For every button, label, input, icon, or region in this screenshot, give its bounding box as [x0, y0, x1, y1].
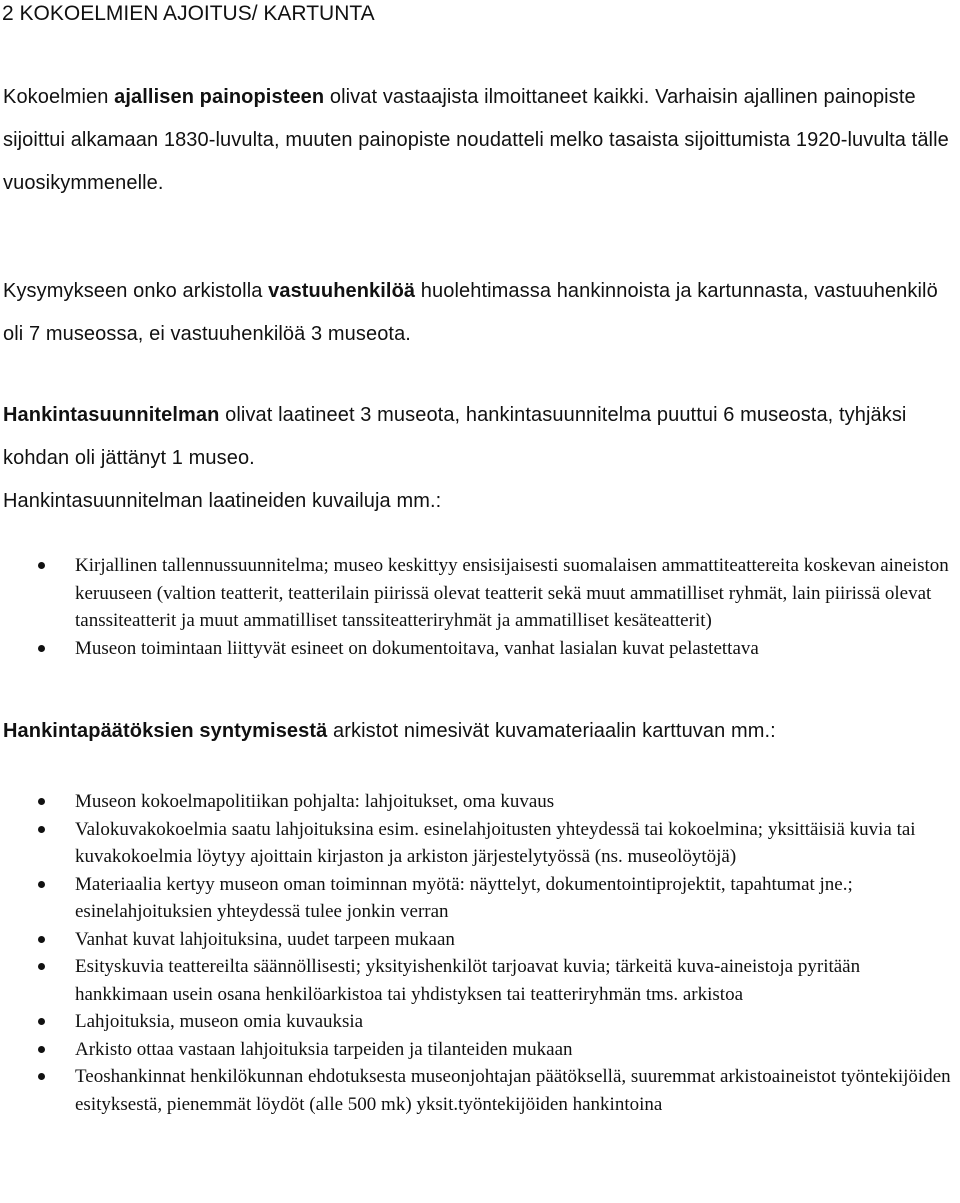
acquisition-plan-list [0, 552, 952, 662]
paragraph-acquisition-plan [3, 394, 952, 523]
page-heading: 2 KOKOELMIEN AJOITUS/ KARTUNTA [2, 2, 375, 25]
bullet-icon [38, 562, 45, 569]
list-item-text: Arkisto ottaa vastaan lahjoituksia tarpeiden ja tilanteiden mukaan [75, 1038, 573, 1060]
bullet-icon [38, 881, 45, 888]
paragraph-text: olivat laatineet 3 museota, hankintasuunnitelma puuttui 6 museosta, tyhjäksi kohdan oli jättänyt 1 museo. [3, 404, 907, 469]
bullet-icon [38, 1046, 45, 1053]
list-item-text: Esityskuvia teattereilta säännöllisesti; yksityishenkilöt tarjoavat kuvia; tärkeitä kuva-aineistoja pyritään hankkimaan usein osana henkilöarkistoa tai yhdistyksen tai teatteriryhmän tms. arkistoa [75, 956, 861, 1005]
list-item [0, 552, 952, 635]
paragraph-acquisition-decisions [3, 710, 952, 753]
bullet-icon [38, 936, 45, 943]
paragraph-text: Kokoelmien [3, 86, 115, 108]
list-item [0, 1063, 952, 1118]
keyword-time-focus: ajallisen painopisteen [114, 86, 325, 108]
list-item-text: Lahjoituksia, museon omia kuvauksia [75, 1011, 364, 1032]
bullet-icon [38, 798, 45, 805]
list-item [0, 871, 952, 926]
bullet-icon [38, 645, 45, 652]
keyword-acquisition-plan: Hankintasuunnitelman [3, 404, 220, 426]
bullet-icon [38, 826, 45, 833]
bullet-icon [38, 963, 45, 970]
paragraph-text: arkistot nimesivät kuvamateriaalin karttuvan mm.: [327, 720, 776, 742]
list-item [0, 816, 952, 871]
keyword-responsible-person: vastuuhenkilöä [268, 280, 416, 302]
list-item-text: Valokuvakokoelmia saatu lahjoituksina esim. esinelahjoitusten yhteydessä tai kokoelmina; yksittäisiä kuvia tai kuvakokoelmia löytyy ajoittain kirjaston ja arkiston järjestelytyössä (ns. museolöytöjä) [75, 818, 916, 867]
paragraph-text: Kysymykseen onko arkistolla [3, 280, 269, 302]
list-item [0, 635, 952, 663]
list-item-text: Museon toimintaan liittyvät esineet on dokumentoitava, vanhat lasialan kuvat pelastettava [75, 637, 759, 659]
list-item [0, 1008, 952, 1036]
list-item-text: Teoshankinnat henkilökunnan ehdotuksesta museonjohtajan päätöksellä, suuremmat arkistoaineistot työntekijöiden esityksestä, pienemmät löydöt (alle 500 mk) yksit.työntekijöiden hankintoina [75, 1066, 951, 1115]
paragraph-text: huolehtimassa hankinnoista ja kartunnasta, vastuuhenkilö oli 7 museossa, ei vastuuhenkilöä 3 museota. [3, 280, 938, 345]
list-item [0, 926, 952, 954]
list-item [0, 1036, 952, 1064]
paragraph-subline: Hankintasuunnitelman laatineiden kuvailuja mm.: [3, 490, 442, 512]
keyword-acquisition-decisions: Hankintapäätöksien syntymisestä [3, 720, 328, 742]
bullet-icon [38, 1073, 45, 1080]
paragraph-responsible-person [3, 270, 952, 356]
paragraph-text: olivat vastaajista ilmoittaneet kaikki. Varhaisin ajallinen painopiste sijoittui alkamaan 1830-luvulta, muuten painopiste noudatteli melko tasaista sijoittumista 1920-luvulta tälle vuosikymmenelle. [3, 86, 949, 194]
list-item-text: Kirjallinen tallennussuunnitelma; museo keskittyy ensisijaisesti suomalaisen ammattiteattereita koskevan aineiston keruuseen (valtion teatterit, teatterilain piirissä olevat teatterit sekä muut ammatilliset ryhmät, lain piirissä olevat tanssiteatterit ja muut ammatilliset tanssiteatteriryhmät ja ammatilliset kesäteatterit) [75, 555, 949, 631]
list-item [0, 953, 952, 1008]
acquisition-decisions-list [0, 788, 952, 1118]
list-item [0, 788, 952, 816]
list-item-text: Materiaalia kertyy museon oman toiminnan myötä: näyttelyt, dokumentointiprojektit, tapahtumat jne.; esinelahjoituksien yhteydessä tulee jonkin verran [75, 873, 853, 922]
list-item-text: Museon kokoelmapolitiikan pohjalta: lahjoitukset, oma kuvaus [75, 791, 555, 812]
bullet-icon [38, 1018, 45, 1025]
list-item-text: Vanhat kuvat lahjoituksina, uudet tarpeen mukaan [75, 928, 455, 950]
paragraph-time-focus [3, 76, 952, 205]
